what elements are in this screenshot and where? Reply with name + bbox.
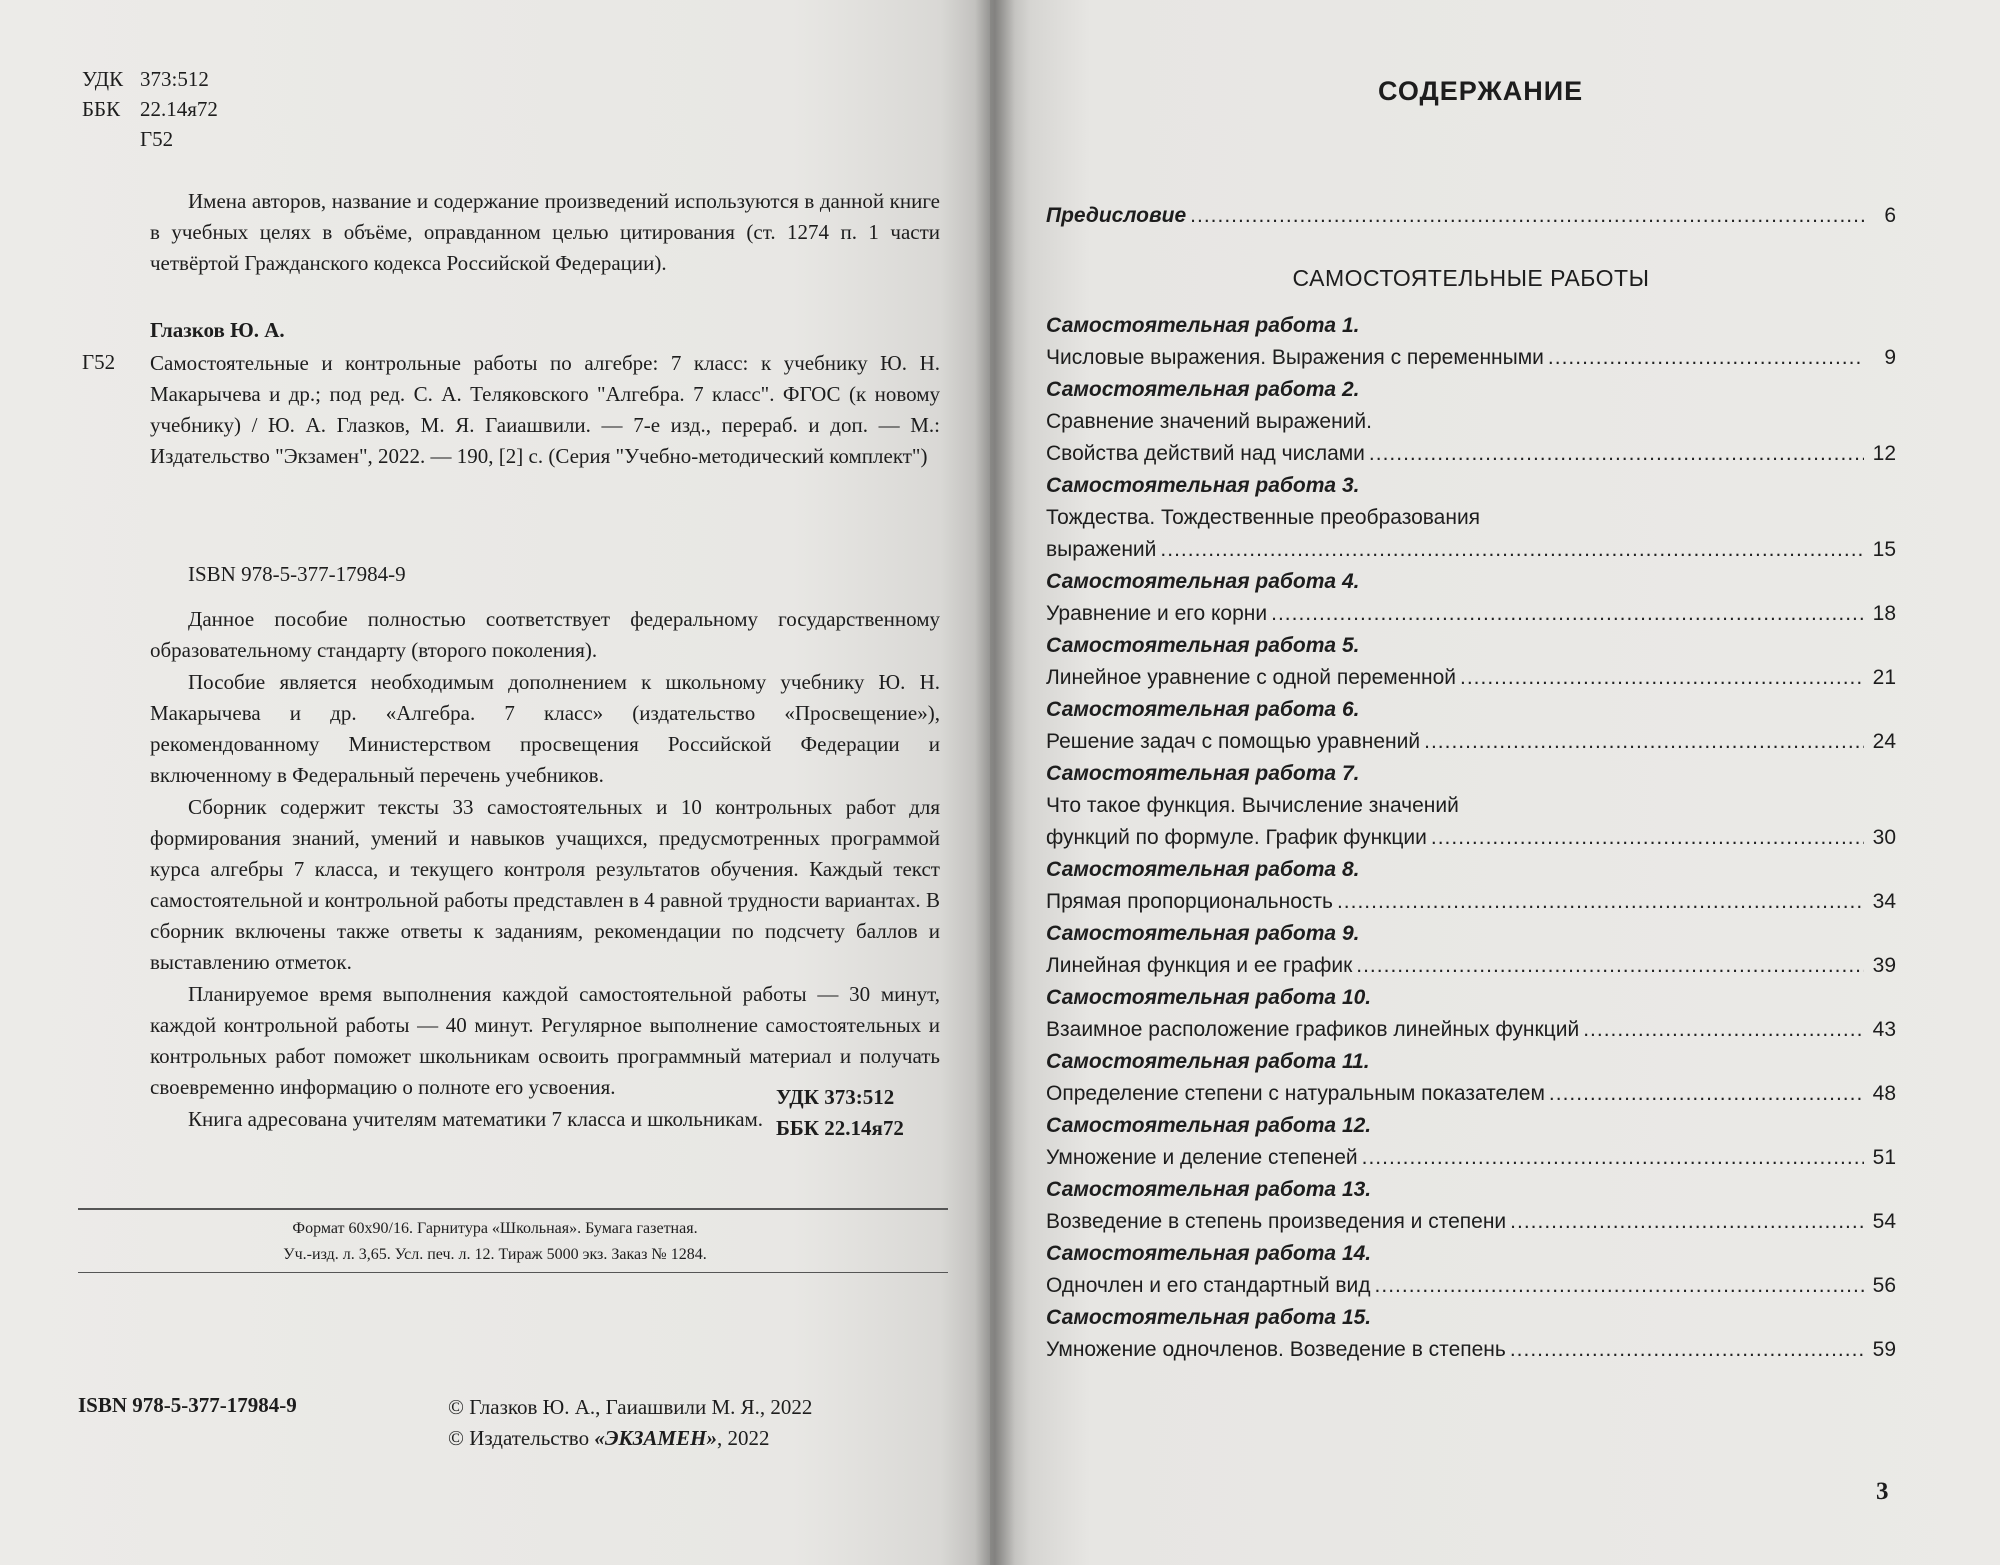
- leader-dots: [1356, 950, 1864, 982]
- toc-entry-title: Взаимное расположение графиков линейных функций: [1046, 1018, 1580, 1041]
- toc-entry-title: Решение задач с помощью уравнений: [1046, 730, 1421, 753]
- bibliographic-entry: [150, 348, 940, 472]
- toc-page-number: 39: [1872, 954, 1896, 977]
- toc-page-number: 48: [1872, 1082, 1896, 1105]
- toc-page-number: 6: [1884, 204, 1896, 227]
- leader-dots: [1337, 886, 1864, 918]
- annotation-paragraph: Данное пособие полностью соответствует федеральному государственному образовательному стандарту (второго поколения).: [150, 607, 940, 662]
- divider: [78, 1272, 948, 1273]
- toc-entry-heading[interactable]: Самостоятельная работа 6.: [1046, 698, 1360, 721]
- toc-page-number: 21: [1872, 666, 1896, 689]
- leader-dots: [1510, 1334, 1864, 1366]
- page-number: 3: [1876, 1478, 1889, 1505]
- toc-entry-line[interactable]: [1046, 438, 1896, 470]
- toc-entry-heading[interactable]: Самостоятельная работа 5.: [1046, 634, 1360, 657]
- isbn-bottom: ISBN 978-5-377-17984-9: [78, 1393, 297, 1417]
- toc-entry-line[interactable]: [1046, 726, 1896, 758]
- section-title: [1046, 246, 1896, 310]
- copyright-prefix: © Издательство: [448, 1426, 595, 1450]
- toc-entry-heading[interactable]: Самостоятельная работа 3.: [1046, 474, 1360, 497]
- toc-entry-title: Сравнение значений выражений.: [1046, 410, 1372, 433]
- book-gutter: [975, 0, 1015, 1565]
- toc-page-number: 43: [1872, 1018, 1896, 1041]
- toc-page-number: 15: [1872, 538, 1896, 561]
- leader-dots: [1510, 1206, 1864, 1238]
- annotation-paragraph: Книга адресована учителям математики 7 класса и школьникам.: [188, 1107, 764, 1131]
- copyright-block: [448, 1392, 812, 1454]
- bib-code: Г52: [82, 350, 116, 374]
- toc-entry-title: Определение степени с натуральным показателем: [1046, 1082, 1545, 1105]
- toc-page-number: 56: [1872, 1274, 1896, 1297]
- annotation-paragraph: Пособие является необходимым дополнением к школьному учебнику Ю. Н. Макарычева и др. «Алгебра. 7 класс» (издательство «Просвещение»), рекомендованному Министерством просвещения Российской Федерации и включенному в Федеральный перечень учебников.: [150, 670, 940, 787]
- classification-header: [82, 64, 218, 154]
- toc-entry-line[interactable]: [1046, 886, 1896, 918]
- copyright-publisher-line: [448, 1423, 812, 1454]
- toc-entry-line[interactable]: [1046, 1270, 1896, 1302]
- imprint-line-1: Формат 60x90/16. Гарнитура «Школьная». Бумага газетная.: [292, 1220, 698, 1237]
- toc-entry-line[interactable]: [1046, 502, 1896, 534]
- leader-dots: [1362, 1142, 1864, 1174]
- toc-entry-title: Свойства действий над числами: [1046, 442, 1365, 465]
- toc-page-number: 18: [1872, 602, 1896, 625]
- toc-entry-heading[interactable]: Самостоятельная работа 10.: [1046, 986, 1372, 1009]
- toc-entry-line[interactable]: [1046, 598, 1896, 630]
- udk-label: УДК: [82, 67, 124, 91]
- bbk-label: ББК: [82, 97, 121, 121]
- copyright-authors: © Глазков Ю. А., Гаиашвили М. Я., 2022: [448, 1395, 813, 1419]
- bbk-value: 22.14я72: [140, 97, 218, 121]
- toc-entry-title: Прямая пропорциональность: [1046, 890, 1333, 913]
- bbk-bottom: ББК 22.14я72: [776, 1116, 904, 1140]
- toc-page-number: 24: [1872, 730, 1896, 753]
- toc-entry-line[interactable]: [1046, 534, 1896, 566]
- legal-notice: Имена авторов, название и содержание произведений используются в данной книге в учебных целях в объёме, оправданном целью цитирования (ст. 1274 п. 1 части четвёртой Гражданского кодекса Российской Федерации).: [150, 189, 940, 275]
- toc-entry-heading[interactable]: Самостоятельная работа 1.: [1046, 314, 1360, 337]
- toc-page-number: 54: [1872, 1210, 1896, 1233]
- leader-dots: [1190, 200, 1864, 232]
- leader-dots: [1549, 1078, 1864, 1110]
- leader-dots: [1548, 342, 1864, 374]
- toc-entry-line[interactable]: [1046, 406, 1896, 438]
- section-title-text: САМОСТОЯТЕЛЬНЫЕ РАБОТЫ: [1292, 265, 1650, 291]
- toc-entry-title: Числовые выражения. Выражения с переменными: [1046, 346, 1544, 369]
- annotation-paragraph: Планируемое время выполнения каждой самостоятельной работы — 30 минут, каждой контрольной работы — 40 минут. Регулярное выполнение самостоятельных и контрольных работ поможет школьникам освоить программный материал и получать своевременно информацию о полноте его усвоения.: [150, 982, 940, 1099]
- leader-dots: [1424, 726, 1864, 758]
- bibliographic-text: Самостоятельные и контрольные работы по алгебре: 7 класс: к учебнику Ю. Н. Макарычева и др.; под ред. С. А. Теляковского "Алгебра. 7 класс". ФГОС (к новому учебнику) / Ю. А. Глазков, М. Я. Гаиашвили. — 7-е изд., перераб. и доп. — М.: Издательство "Экзамен", 2022. — 190, [2] с. (Серия "Учебно-методический комплект"): [150, 351, 940, 468]
- annotation: [150, 604, 940, 1136]
- toc-entry-line[interactable]: [1046, 1334, 1896, 1366]
- copyright-year: , 2022: [716, 1426, 770, 1450]
- toc-entry-title: функций по формуле. График функции: [1046, 826, 1427, 849]
- toc-page-number: 30: [1872, 826, 1896, 849]
- leader-dots: [1160, 534, 1864, 566]
- toc-entry-title: Уравнение и его корни: [1046, 602, 1268, 625]
- toc-entry-heading[interactable]: Самостоятельная работа 13.: [1046, 1178, 1372, 1201]
- table-of-contents: [1046, 200, 1896, 1366]
- leader-dots: [1460, 662, 1864, 694]
- toc-entry-line[interactable]: [1046, 662, 1896, 694]
- isbn: ISBN 978-5-377-17984-9: [188, 562, 406, 586]
- toc-entry-title: Умножение и деление степеней: [1046, 1146, 1358, 1169]
- toc-entry-heading[interactable]: Самостоятельная работа 8.: [1046, 858, 1360, 881]
- toc-entry-title: Линейная функция и ее график: [1046, 954, 1353, 977]
- leader-dots: [1369, 438, 1864, 470]
- toc-entry-heading[interactable]: Самостоятельная работа 15.: [1046, 1306, 1372, 1329]
- toc-entry-title: Линейное уравнение с одной переменной: [1046, 666, 1456, 689]
- toc-page-number: 51: [1872, 1146, 1896, 1169]
- toc-entry-line[interactable]: [1046, 1142, 1896, 1174]
- toc-preface-label: Предисловие: [1046, 204, 1187, 227]
- udk-value: 373:512: [140, 67, 209, 91]
- toc-entry-title: Умножение одночленов. Возведение в степень: [1046, 1338, 1506, 1361]
- annotation-paragraph: Сборник содержит тексты 33 самостоятельных и 10 контрольных работ для формирования знаний, умений и навыков учащихся, предусмотренных программой курса алгебры 7 класса, и текущего контроля результатов обучения. Каждый текст самостоятельной и контрольной работы представлен в 4 равной трудности вариантах. В сборник включены также ответы к заданиям, рекомендации по подсчету баллов и выставлению отметок.: [150, 795, 940, 974]
- leader-dots: [1375, 1270, 1864, 1302]
- toc-entry-line[interactable]: [1046, 790, 1896, 822]
- classification-footer: [776, 1082, 904, 1144]
- toc-entry-line[interactable]: [1046, 342, 1896, 374]
- toc-entry-title: Одночлен и его стандартный вид: [1046, 1274, 1371, 1297]
- toc-entry-title: выражений: [1046, 538, 1157, 561]
- toc-entry-title: Что такое функция. Вычисление значений: [1046, 794, 1459, 817]
- toc-entry-heading[interactable]: Самостоятельная работа 11.: [1046, 1050, 1370, 1073]
- udk-bottom: УДК 373:512: [776, 1085, 895, 1109]
- publisher-name: «ЭКЗАМЕН»: [594, 1426, 717, 1450]
- toc-preface[interactable]: [1046, 200, 1896, 232]
- toc-page-number: 9: [1884, 346, 1896, 369]
- toc-entry-title: Возведение в степень произведения и степени: [1046, 1210, 1507, 1233]
- contents-title: СОДЕРЖАНИЕ: [1378, 76, 1584, 106]
- toc-page-number: 59: [1872, 1338, 1896, 1361]
- toc-entry-heading[interactable]: Самостоятельная работа 4.: [1046, 570, 1360, 593]
- leader-dots: [1431, 822, 1864, 854]
- toc-entry-line[interactable]: [1046, 950, 1896, 982]
- toc-entry-heading[interactable]: Самостоятельная работа 9.: [1046, 922, 1360, 945]
- toc-entries: [1046, 310, 1896, 1366]
- toc-entry-heading[interactable]: Самостоятельная работа 2.: [1046, 378, 1360, 401]
- author-code: Г52: [140, 127, 174, 151]
- toc-entry-line[interactable]: [1046, 1206, 1896, 1238]
- author-name: Глазков Ю. А.: [150, 318, 285, 342]
- toc-entry-title: Тождества. Тождественные преобразования: [1046, 506, 1481, 529]
- toc-page-number: 34: [1872, 890, 1896, 913]
- toc-entry-line[interactable]: [1046, 1078, 1896, 1110]
- toc-entry-line[interactable]: [1046, 822, 1896, 854]
- imprint-line-2: Уч.-изд. л. 3,65. Усл. печ. л. 12. Тираж 5000 экз. Заказ № 1284.: [283, 1246, 707, 1263]
- leader-dots: [1583, 1014, 1864, 1046]
- toc-entry-heading[interactable]: Самостоятельная работа 12.: [1046, 1114, 1372, 1137]
- leader-dots: [1271, 598, 1864, 630]
- left-page: [0, 0, 990, 1565]
- toc-page-number: 12: [1872, 442, 1896, 465]
- divider: [78, 1208, 948, 1210]
- toc-entry-line[interactable]: [1046, 1014, 1896, 1046]
- toc-entry-heading[interactable]: Самостоятельная работа 7.: [1046, 762, 1360, 785]
- toc-entry-heading[interactable]: Самостоятельная работа 14.: [1046, 1242, 1372, 1265]
